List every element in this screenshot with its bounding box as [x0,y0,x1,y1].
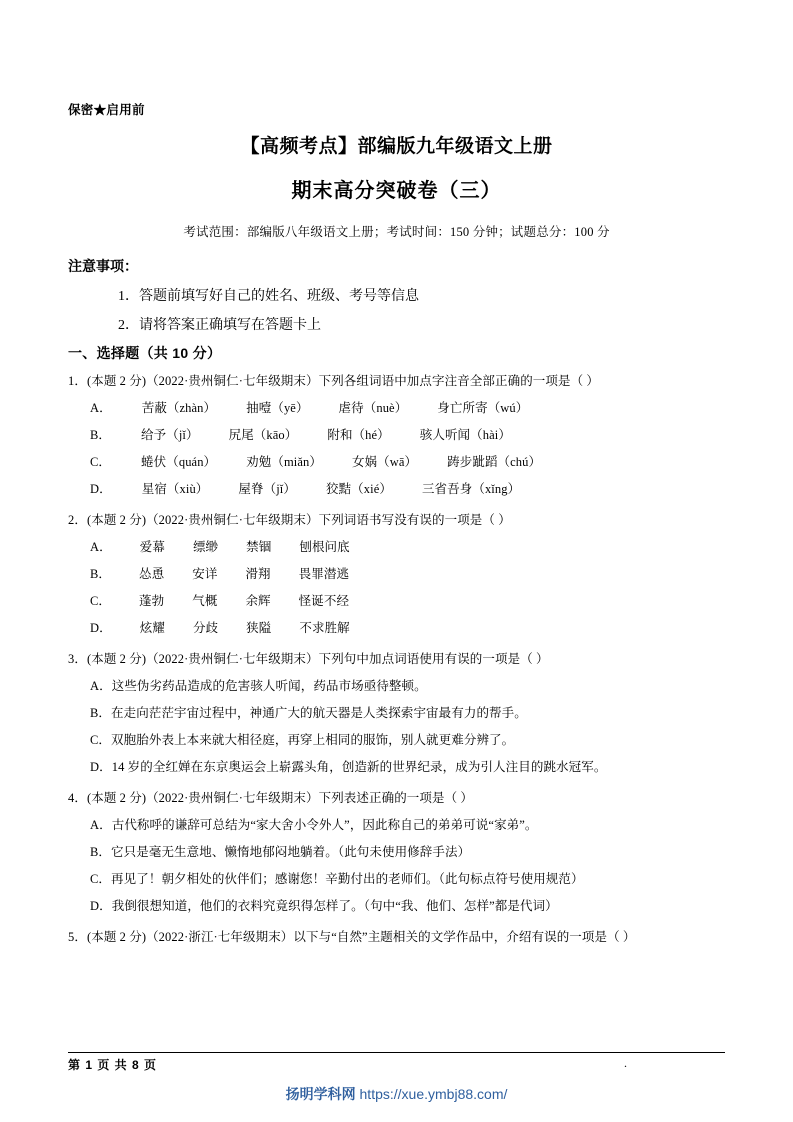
option-text: 畏罪潜逃 [298,567,350,581]
option-label: D． [90,621,112,635]
question-stem: 2．(本题 2 分)（2022·贵州铜仁·七年级期末）下列词语书写没有误的一项是（ ） [68,513,511,527]
paper-content [68,0,725,945]
option-label: C． [90,733,112,747]
option-label: C． [90,872,112,886]
option-label: D． [90,760,112,774]
option-text: 附和（hé） [327,428,390,442]
option-label: C． [90,455,112,469]
option-text: 在走向茫茫宇宙过程中，神通广大的航天器是人类探索宇宙最有力的帮手。 [111,706,527,720]
option-label: B． [90,706,112,720]
option-text: 星宿（xiù） [141,482,209,496]
option-text: 不求胜解 [299,621,350,635]
page-footer [0,1044,793,1122]
option-text: 双胞胎外表上本来就大相径庭，再穿上相同的服饰，别人就更难分辨了。 [111,733,515,747]
option-text: 滑翔 [245,567,271,581]
option-text: 分歧 [192,621,219,635]
option-label: C． [90,594,112,608]
page-number: 第 1 页 共 8 页 [68,1058,158,1072]
option-text: 这些伪劣药品造成的危害骇人听闻，药品市场亟待整顿。 [111,679,427,693]
option-label: A． [90,818,112,832]
option-text: 缥缈 [192,540,219,554]
option-text: 余辉 [245,594,271,608]
question-stem: 1．(本题 2 分)（2022·贵州铜仁·七年级期末）下列各组词语中加点字注音全部正确的一项是（ ） [68,374,600,388]
notice-heading: 注意事项： [68,258,138,274]
question-option [68,815,725,833]
option-text: 踌步跐蹈（chú） [447,455,542,469]
question-option [68,842,725,860]
question-option [68,479,725,497]
watermark [286,1084,508,1104]
option-text: 爱幕 [139,540,165,554]
option-text: 给予（jǐ） [141,428,199,442]
notice-item: 2．请将答案正确填写在答题卡上 [118,318,321,333]
option-text: 狡黠（xié） [325,482,392,496]
option-text: 狭隘 [246,621,272,635]
question-option [68,591,725,609]
option-text: 身亡所寄（wú） [437,401,529,415]
secret-mark: 保密★启用前 [68,103,145,117]
question-option [68,730,725,748]
option-text: 怪诞不经 [298,594,350,608]
option-text: 古代称呼的谦辞可总结为“家大舍小令外人”，因此称自己的弟弟可说“家弟”。 [111,818,538,832]
question-option [68,425,725,443]
option-text: 怂恿 [139,567,165,581]
option-text: 它只是毫无生意地、懒惰地郁闷地躺着。（此句未使用修辞手法） [111,845,471,859]
option-text: 我倒很想知道，他们的衣料究竟织得怎样了。（句中“我、他们、怎样”都是代词） [111,899,558,913]
option-text: 尻尾（kāo） [228,428,298,442]
question-option [68,703,725,721]
option-text: 抽噎（yē） [246,401,309,415]
option-label: D． [90,482,112,496]
option-text: 蜷伏（quán） [141,455,217,469]
option-text: 女娲（wā） [351,455,418,469]
question-option [68,676,725,694]
footer-dot: . [624,1056,627,1070]
option-text: 劝勉（miǎn） [246,455,322,469]
option-text: 14 岁的全红婵在东京奥运会上崭露头角，创造新的世界纪录，成为引人注目的跳水冠军。 [111,760,607,774]
option-text: 禁锢 [246,540,272,554]
question-stem: 4．(本题 2 分)（2022·贵州铜仁·七年级期末）下列表述正确的一项是（ ） [68,791,474,805]
watermark-url: https://xue.ymbj88.com/ [359,1086,508,1102]
page-title-main: 【高频考点】部编版九年级语文上册 [240,136,553,157]
option-text: 虐待（nuè） [338,401,408,415]
option-text: 炫耀 [139,621,165,635]
option-text: 骇人听闻（hài） [419,428,511,442]
option-text: 气概 [192,594,218,608]
watermark-name: 扬明学科网 [285,1086,356,1102]
question-option [68,398,725,416]
question-option [68,757,725,775]
question-option [68,869,725,887]
option-label: B． [90,845,112,859]
option-text: 蓬勃 [139,594,165,608]
option-text: 安详 [192,567,218,581]
option-text: 屋脊（jǐ） [238,482,296,496]
option-label: B． [90,428,112,442]
question-stem: 5．(本题 2 分)（2022·浙江·七年级期末）以下与“自然”主题相关的文学作品中，介绍有误的一项是（ ） [68,930,636,944]
page-title-sub: 期末高分突破卷（三） [291,180,502,202]
exam-scope-line: 考试范围：部编版八年级语文上册；考试时间：150 分钟；试题总分：100 分 [183,225,610,239]
footer-divider [68,1052,725,1053]
question-stem: 3．(本题 2 分)（2022·贵州铜仁·七年级期末）下列句中加点词语使用有误的一项是（ ） [68,652,549,666]
notice-item: 1．答题前填写好自己的姓名、班级、考号等信息 [118,289,419,304]
option-text: 三省吾身（xǐng） [421,482,521,496]
option-text: 再见了！朝夕相处的伙伴们；感谢您！辛勤付出的老师们。（此句标点符号使用规范） [111,872,584,886]
question-option [68,452,725,470]
option-label: D． [90,899,112,913]
option-text: 苦蔽（zhàn） [141,401,217,415]
question-option [68,896,725,914]
question-option [68,618,725,636]
option-text: 刨根问底 [299,540,350,554]
option-label: A． [90,540,112,554]
option-label: A． [90,679,112,693]
question-option [68,564,725,582]
option-label: A． [90,401,112,415]
section-heading: 一、选择题（共 10 分） [68,345,222,361]
question-option [68,537,725,555]
option-label: B． [90,567,112,581]
